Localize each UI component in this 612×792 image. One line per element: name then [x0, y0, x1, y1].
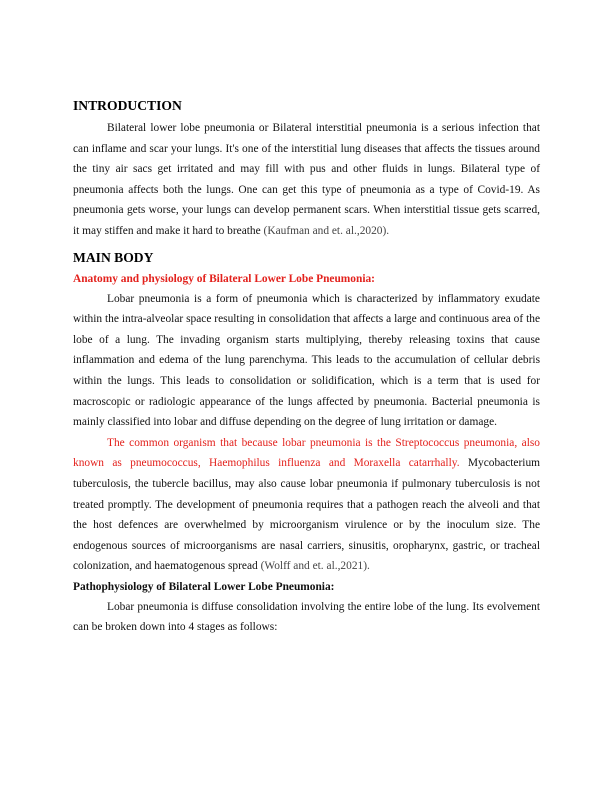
anatomy-heading: Anatomy and physiology of Bilateral Lower Lobe Pneumonia: [73, 272, 375, 285]
anatomy-paragraph-2 [73, 433, 540, 577]
anatomy-paragraph-2-highlight: The common organism that because lobar pneumonia is the Streptococcus pneumonia, also known as pneumococcus, Haemophilus influenza and Moraxella catarrhally. [73, 436, 540, 470]
introduction-heading: INTRODUCTION [73, 98, 182, 113]
introduction-text: Bilateral lower lobe pneumonia or Bilateral interstitial pneumonia is a serious infection that can inflame and scar your lungs. It's one of the interstitial lung diseases that affects the tissues around the tiny air sacs get irritated and may fill with pus and other fluids in lungs. Bilateral type of pneumonia affects both the lungs. One can get this type of pneumonia as a type of Covid-19. As pneumonia gets worse, your lungs can develop permanent scars. When interstitial tissue gets scarred, it may stiffen and make it hard to breathe [73, 122, 540, 237]
anatomy-citation: (Wolff and et. al.,2021). [260, 560, 370, 573]
introduction-paragraph [73, 118, 540, 242]
main-body-heading: MAIN BODY [73, 249, 154, 265]
anatomy-paragraph-2-text: Mycobacterium tuberculosis, the tubercle bacillus, may also cause lobar pneumonia if pulmonary tuberculosis is not treated promptly. The development of pneumonia requires that a pathogen reach the alveoli and that the host defences are overwhelmed by microorganism virulence or by the inoculum size. The endogenous sources of microorganisms are nasal carriers, sinusitis, oropharynx, gastric, or tracheal colonization, and haematogenous spread [73, 457, 540, 573]
pathophysiology-paragraph: Lobar pneumonia is diffuse consolidation involving the entire lobe of the lung. Its evolvement can be broken down into 4 stages as follows: [73, 600, 540, 634]
document-page [73, 97, 540, 638]
pathophysiology-heading: Pathophysiology of Bilateral Lower Lobe Pneumonia: [73, 580, 335, 593]
introduction-citation: (Kaufman and et. al.,2020). [263, 224, 390, 237]
anatomy-paragraph-1: Lobar pneumonia is a form of pneumonia which is characterized by inflammatory exudate within the intra-alveolar space resulting in consolidation that affects a large and continuous area of the lobe of a lung. The invading organism starts multiplying, thereby releasing toxins that cause inflammation and edema of the lung parenchyma. This leads to the accumulation of cellular debris within the lungs. This leads to consolidation or solidification, which is a term that is used for macroscopic or radiologic appearance of the lungs affected by pneumonia. Bacterial pneumonia is mainly classified into lobar and diffuse depending on the degree of lung irritation or damage. [73, 292, 540, 429]
